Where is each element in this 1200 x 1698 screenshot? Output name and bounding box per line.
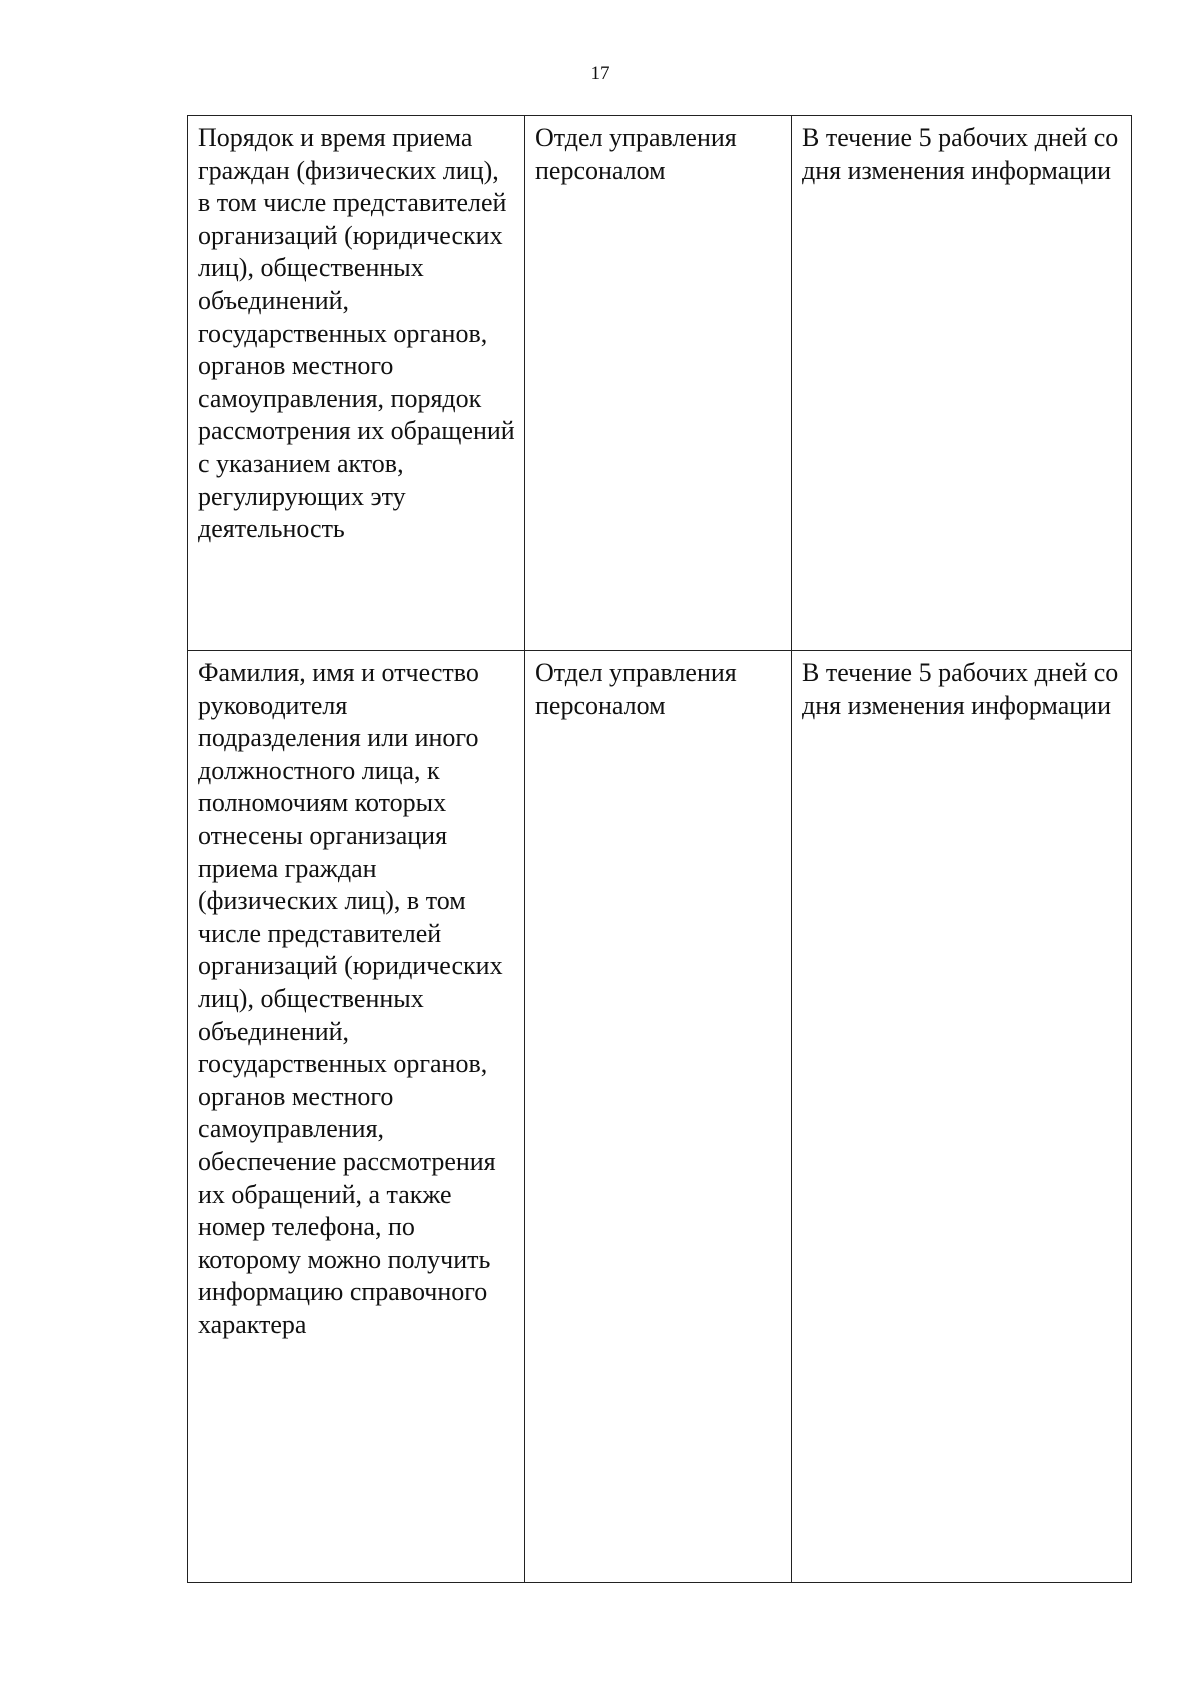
- table-row: [188, 116, 1132, 651]
- table-cell-deadline: [792, 116, 1132, 651]
- table-cell-responsible: [525, 651, 792, 1583]
- table-row: [188, 651, 1132, 1583]
- cell-text: Отдел управления персоналом: [535, 658, 737, 720]
- table-cell-responsible: [525, 116, 792, 651]
- info-table: [187, 115, 1132, 1583]
- table-cell-deadline: [792, 651, 1132, 1583]
- cell-text: В течение 5 рабочих дней со дня изменения информации: [802, 658, 1119, 720]
- table-cell-item: [188, 651, 525, 1583]
- cell-text: Фамилия, имя и отчество руководителя подразделения или иного должностного лица, к полномочиям которых отнесены организация приема граждан (физических лиц), в том числе представителей организаций (юридических лиц), общественных объединений, государственных органов, органов местного самоуправления, обеспечение рассмотрения их обращений, а также номер телефона, по которому можно получить информацию справочного характера: [198, 658, 503, 1339]
- page-number: 17: [590, 63, 610, 84]
- cell-text: Порядок и время приема граждан (физических лиц), в том числе представителей организаций (юридических лиц), общественных объединений, государственных органов, органов местного самоуправления, порядок рассмотрения их обращений с указанием актов, регулирующих эту деятельность: [198, 123, 515, 544]
- table-cell-item: [188, 116, 525, 651]
- cell-text: Отдел управления персоналом: [535, 123, 737, 185]
- cell-text: В течение 5 рабочих дней со дня изменения информации: [802, 123, 1119, 185]
